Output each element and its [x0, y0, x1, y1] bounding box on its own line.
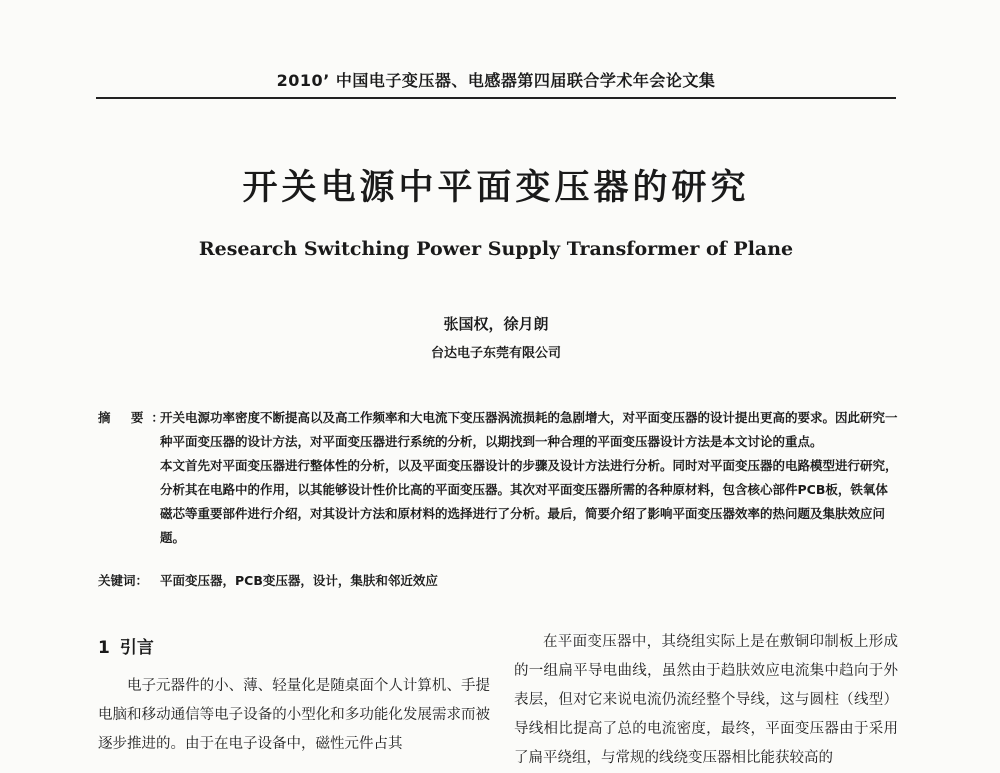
section-number: 1	[98, 638, 110, 658]
left-column	[98, 633, 490, 759]
abstract-body	[160, 406, 898, 550]
keywords-text: 平面变压器，PCB变压器，设计，集肤和邻近效应	[160, 573, 438, 588]
paper-title-english: Research Switching Power Supply Transformer of Plane	[198, 238, 794, 260]
section-title: 引言	[119, 638, 154, 658]
abstract-paragraph-2: 本文首先对平面变压器进行整体性的分析，以及平面变压器设计的步骤及设计方法进行分析。同时对平面变压器的电路模型进行研究，分析其在电路中的作用，以其能够设计性价比高的平面变压器。其次对平面变压器所需的各种原材料，包含核心部件PCB板，铁氧体磁芯等重要部件进行介绍，对其设计方法和原材料的选择进行了分析。最后，简要介绍了影响平面变压器效率的热问题及集肤效应问题。	[160, 458, 898, 545]
authors: 张国权，徐月朗	[443, 315, 549, 333]
right-column	[514, 628, 898, 773]
keywords-label: 关键词：	[98, 573, 149, 588]
running-header: 2010’ 中国电子变压器、电感器第四届联合学术年会论文集	[276, 71, 716, 90]
right-column-text: 在平面变压器中，其绕组实际上是在敷铜印制板上形成的一组扁平导电曲线，虽然由于趋肤效应电流集中趋向于外表层，但对它来说电流仍流经整个导线，这与圆柱（线型）导线相比提高了总的电流密度，最终，平面变压器由于采用了扁平绕组，与常规的线绕变压器相比能获较高的	[514, 634, 898, 766]
section-heading	[98, 633, 490, 658]
abstract-paragraph-1: 开关电源功率密度不断提高以及高工作频率和大电流下变压器涡流损耗的急剧增大，对平面变压器的设计提出更高的要求。因此研究一种平面变压器的设计方法，对平面变压器进行系统的分析，以期找到一种合理的平面变压器设计方法是本文讨论的重点。	[160, 410, 898, 449]
abstract-label: 摘 要：	[98, 410, 172, 425]
header-rule	[96, 97, 896, 99]
section-body-text: 电子元器件的小、薄、轻量化是随桌面个人计算机、手提电脑和移动通信等电子设备的小型化和多功能化发展需求而被逐步推进的。由于在电子设备中，磁性元件占其	[98, 678, 490, 752]
paper-title-chinese: 开关电源中平面变压器的研究	[242, 168, 750, 208]
affiliation: 台达电子东莞有限公司	[430, 346, 561, 361]
